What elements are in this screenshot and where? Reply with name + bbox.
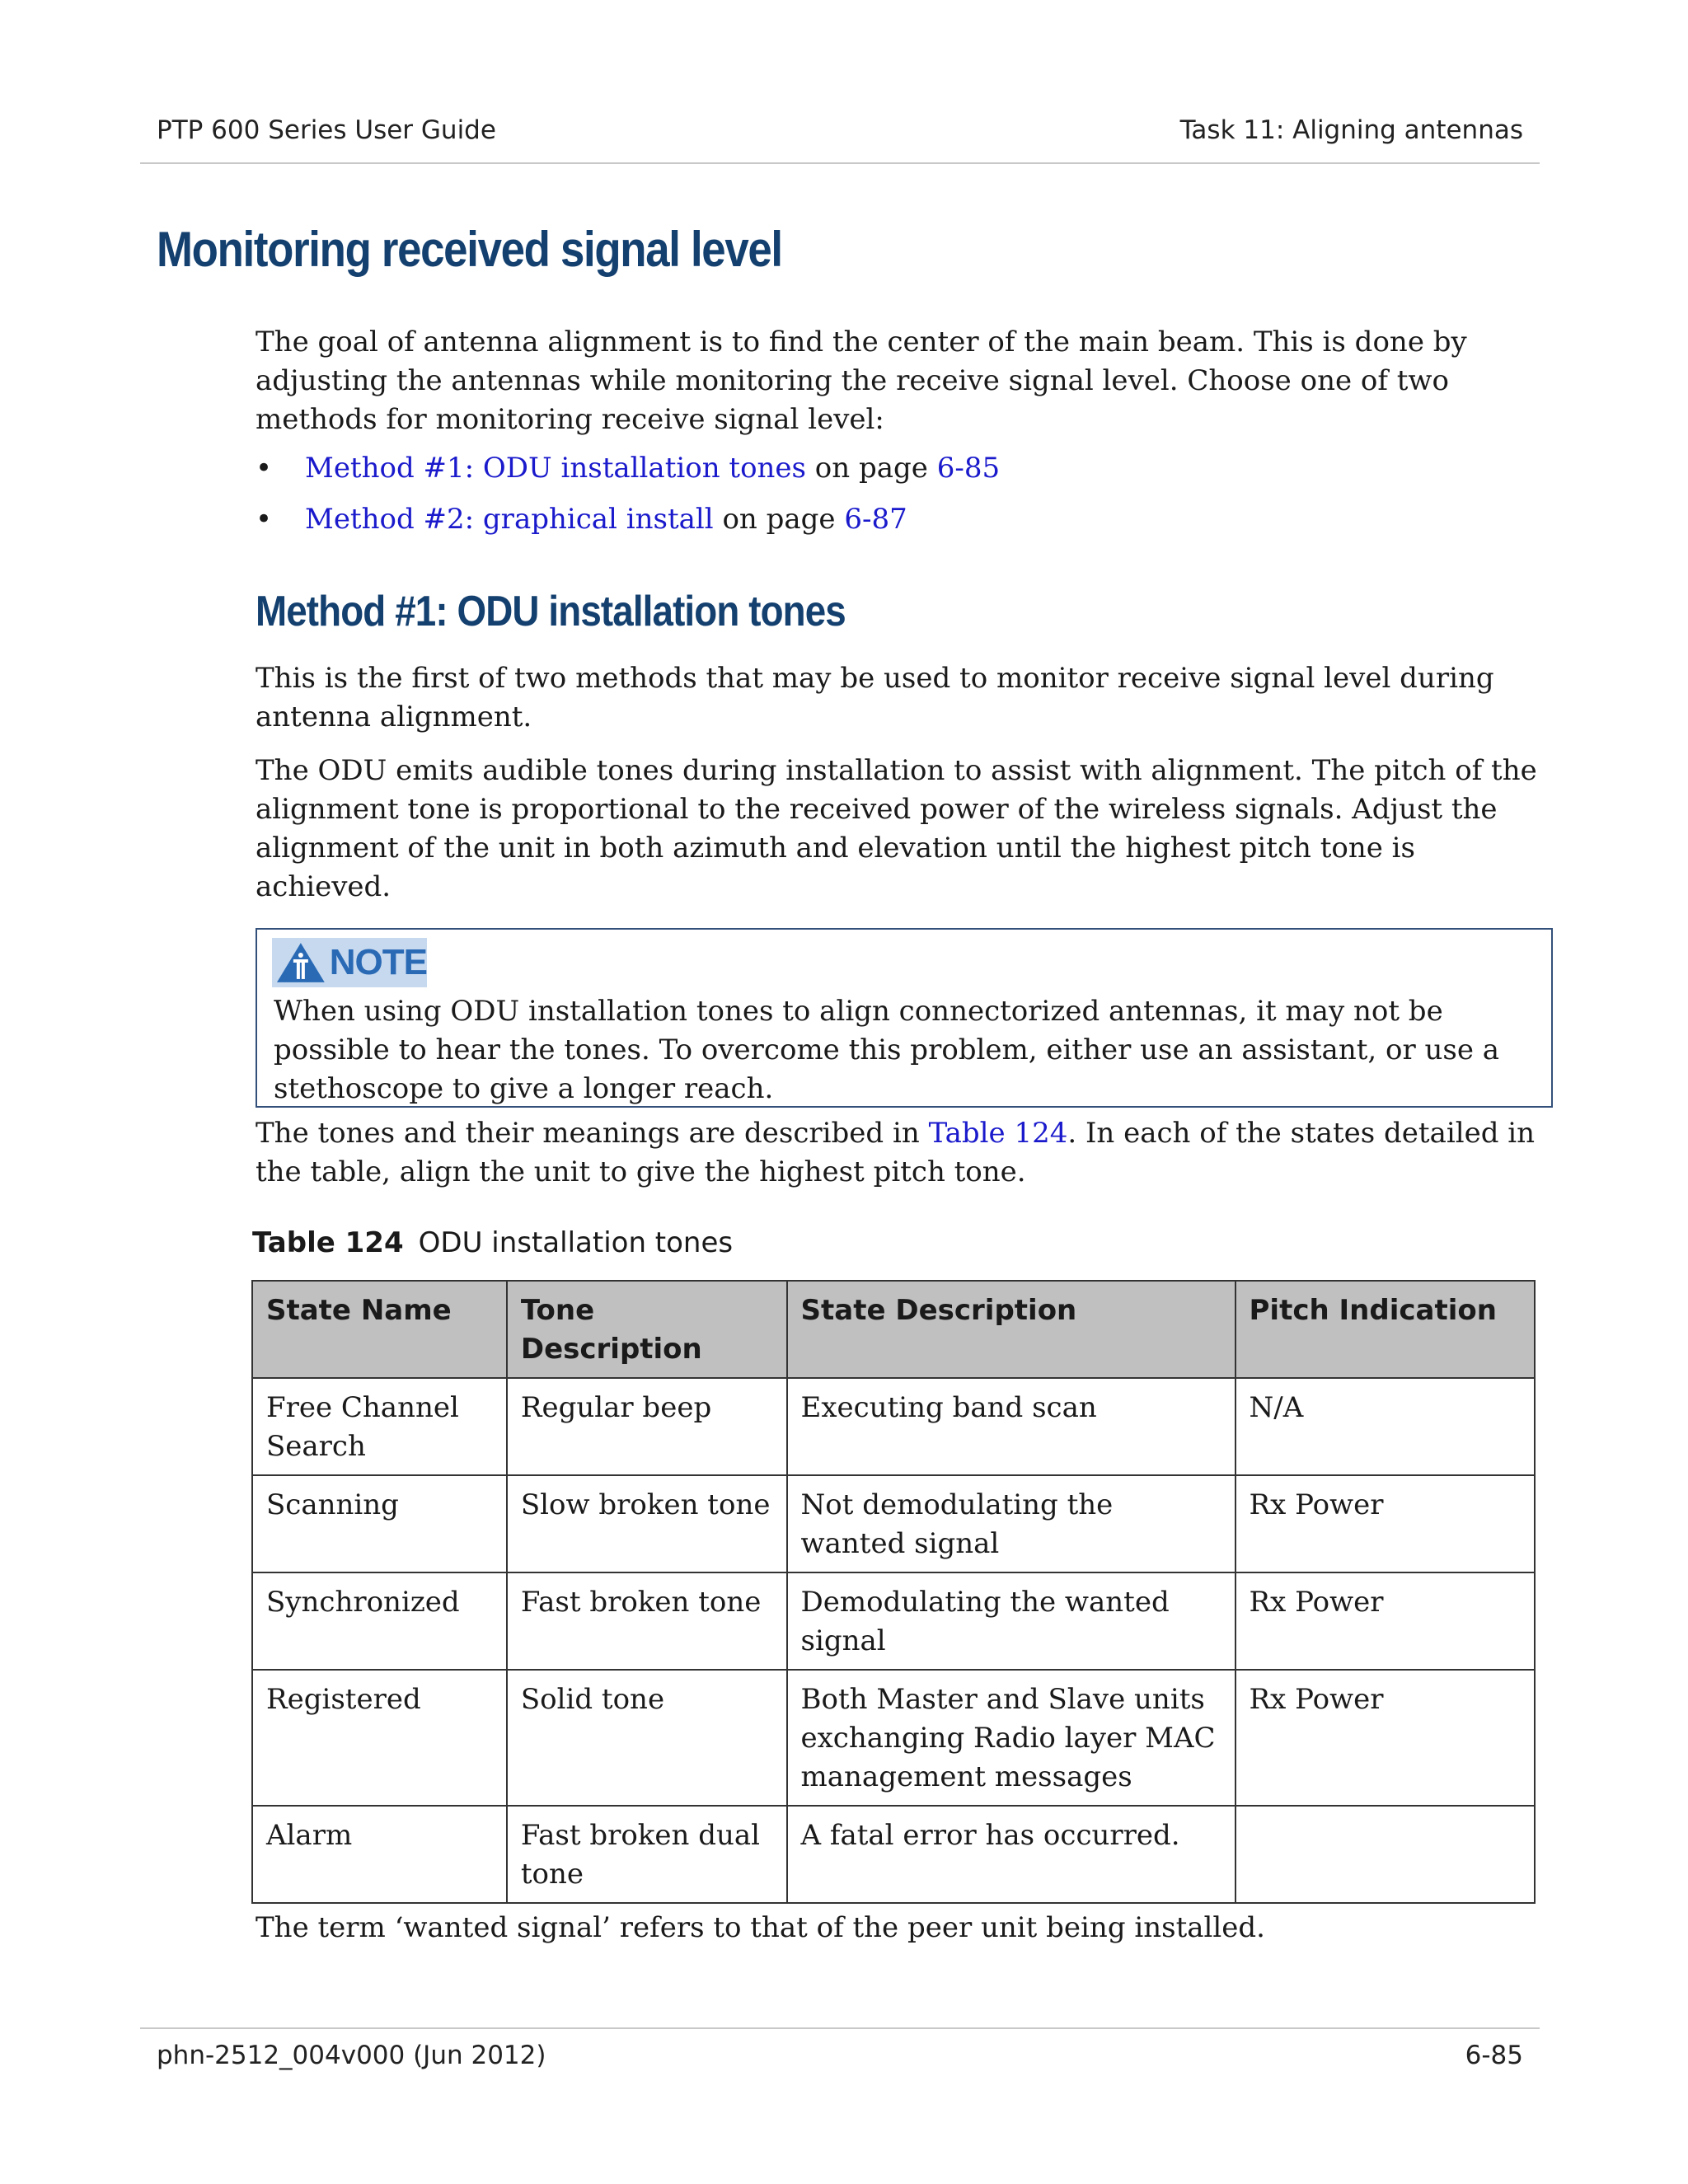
table-header-row <box>252 1281 1535 1378</box>
method-2-link[interactable]: Method #2: graphical install <box>305 503 714 536</box>
table-cell: Alarm <box>252 1806 507 1903</box>
table-cell: N/A <box>1236 1378 1536 1475</box>
table-cell: A fatal error has occurred. <box>787 1806 1236 1903</box>
column-header: State Name <box>252 1281 507 1378</box>
table-cell: Slow broken tone <box>507 1475 787 1572</box>
tones-table <box>251 1280 1536 1904</box>
page-footer <box>157 2041 1523 2070</box>
table-caption-text: ODU installation tones <box>418 1226 734 1259</box>
section-title: Method #1: ODU installation tones <box>256 588 846 635</box>
table-row <box>252 1475 1535 1572</box>
bullet-dot: • <box>256 452 273 485</box>
table-cell: Fast broken tone <box>507 1572 787 1670</box>
table-row <box>252 1378 1535 1475</box>
page-number: 6-85 <box>1465 2041 1523 2070</box>
header-doc-title: PTP 600 Series User Guide <box>157 115 496 145</box>
header-divider <box>140 162 1540 164</box>
note-box <box>256 928 1553 1108</box>
column-header: Tone Description <box>507 1281 787 1378</box>
table-cell: Rx Power <box>1236 1670 1536 1806</box>
note-text: When using ODU installation tones to align connectorized antennas, it may not be possible to hear the tones. To overcome this problem, either use an assistant, or use a stethoscope to give a longer reach. <box>274 995 1500 1105</box>
table-cell: Both Master and Slave units exchanging Radio layer MAC management messages <box>787 1670 1236 1806</box>
table-cell: Demodulating the wanted signal <box>787 1572 1236 1670</box>
table-cell: Registered <box>252 1670 507 1806</box>
table-cell: Rx Power <box>1236 1572 1536 1670</box>
table-cell: Regular beep <box>507 1378 787 1475</box>
warning-icon <box>275 941 326 984</box>
table-124-link[interactable]: Table 124 <box>928 1117 1068 1150</box>
paragraph: The ODU emits audible tones during installation to assist with alignment. The pitch of the alignment tone is proportional to the received power of the wireless signals. Adjust the alignment of the unit in both azimuth and elevation until the highest pitch tone is achieved. <box>256 754 1537 903</box>
table-row <box>252 1572 1535 1670</box>
table-cell: Rx Power <box>1236 1475 1536 1572</box>
table-caption-number: Table 124 <box>252 1226 404 1259</box>
note-badge <box>272 938 427 987</box>
column-header: Pitch Indication <box>1236 1281 1536 1378</box>
intro-paragraph: The goal of antenna alignment is to find the center of the main beam. This is done by adjusting the antennas while monitoring the receive signal level. Choose one of two methods for monitoring receive signal level: <box>256 326 1467 436</box>
table-cell: Solid tone <box>507 1670 787 1806</box>
table-cell: Scanning <box>252 1475 507 1572</box>
page-link-6-87[interactable]: 6-87 <box>844 503 907 536</box>
page-title: Monitoring received signal level <box>157 222 782 277</box>
paragraph: The tones and their meanings are described in Table 124. In each of the states detailed in the table, align the unit to give the highest pitch tone. <box>256 1117 1536 1188</box>
table-cell: Synchronized <box>252 1572 507 1670</box>
footer-doc-id: phn-2512_004v000 (Jun 2012) <box>157 2041 546 2070</box>
table-cell: Executing band scan <box>787 1378 1236 1475</box>
method-1-link[interactable]: Method #1: ODU installation tones <box>305 452 806 485</box>
table-cell: Fast broken dual tone <box>507 1806 787 1903</box>
column-header: State Description <box>787 1281 1236 1378</box>
table-cell: Not demodulating the wanted signal <box>787 1475 1236 1572</box>
bullet-dot: • <box>256 503 273 536</box>
table-caption <box>252 1226 733 1259</box>
table-cell: Free Channel Search <box>252 1378 507 1475</box>
table-row <box>252 1670 1535 1806</box>
table-row <box>252 1806 1535 1903</box>
header-section-title: Task 11: Aligning antennas <box>1179 115 1523 145</box>
note-label: NOTE <box>329 942 427 982</box>
paragraph: This is the first of two methods that may be used to monitor receive signal level during antenna alignment. <box>256 662 1494 733</box>
closing-paragraph: The term ‘wanted signal’ refers to that of the peer unit being installed. <box>256 1911 1265 1944</box>
table-cell <box>1236 1806 1536 1903</box>
footer-divider <box>140 2027 1540 2029</box>
page-link-6-85[interactable]: 6-85 <box>936 452 1001 485</box>
page-header <box>157 115 1523 145</box>
